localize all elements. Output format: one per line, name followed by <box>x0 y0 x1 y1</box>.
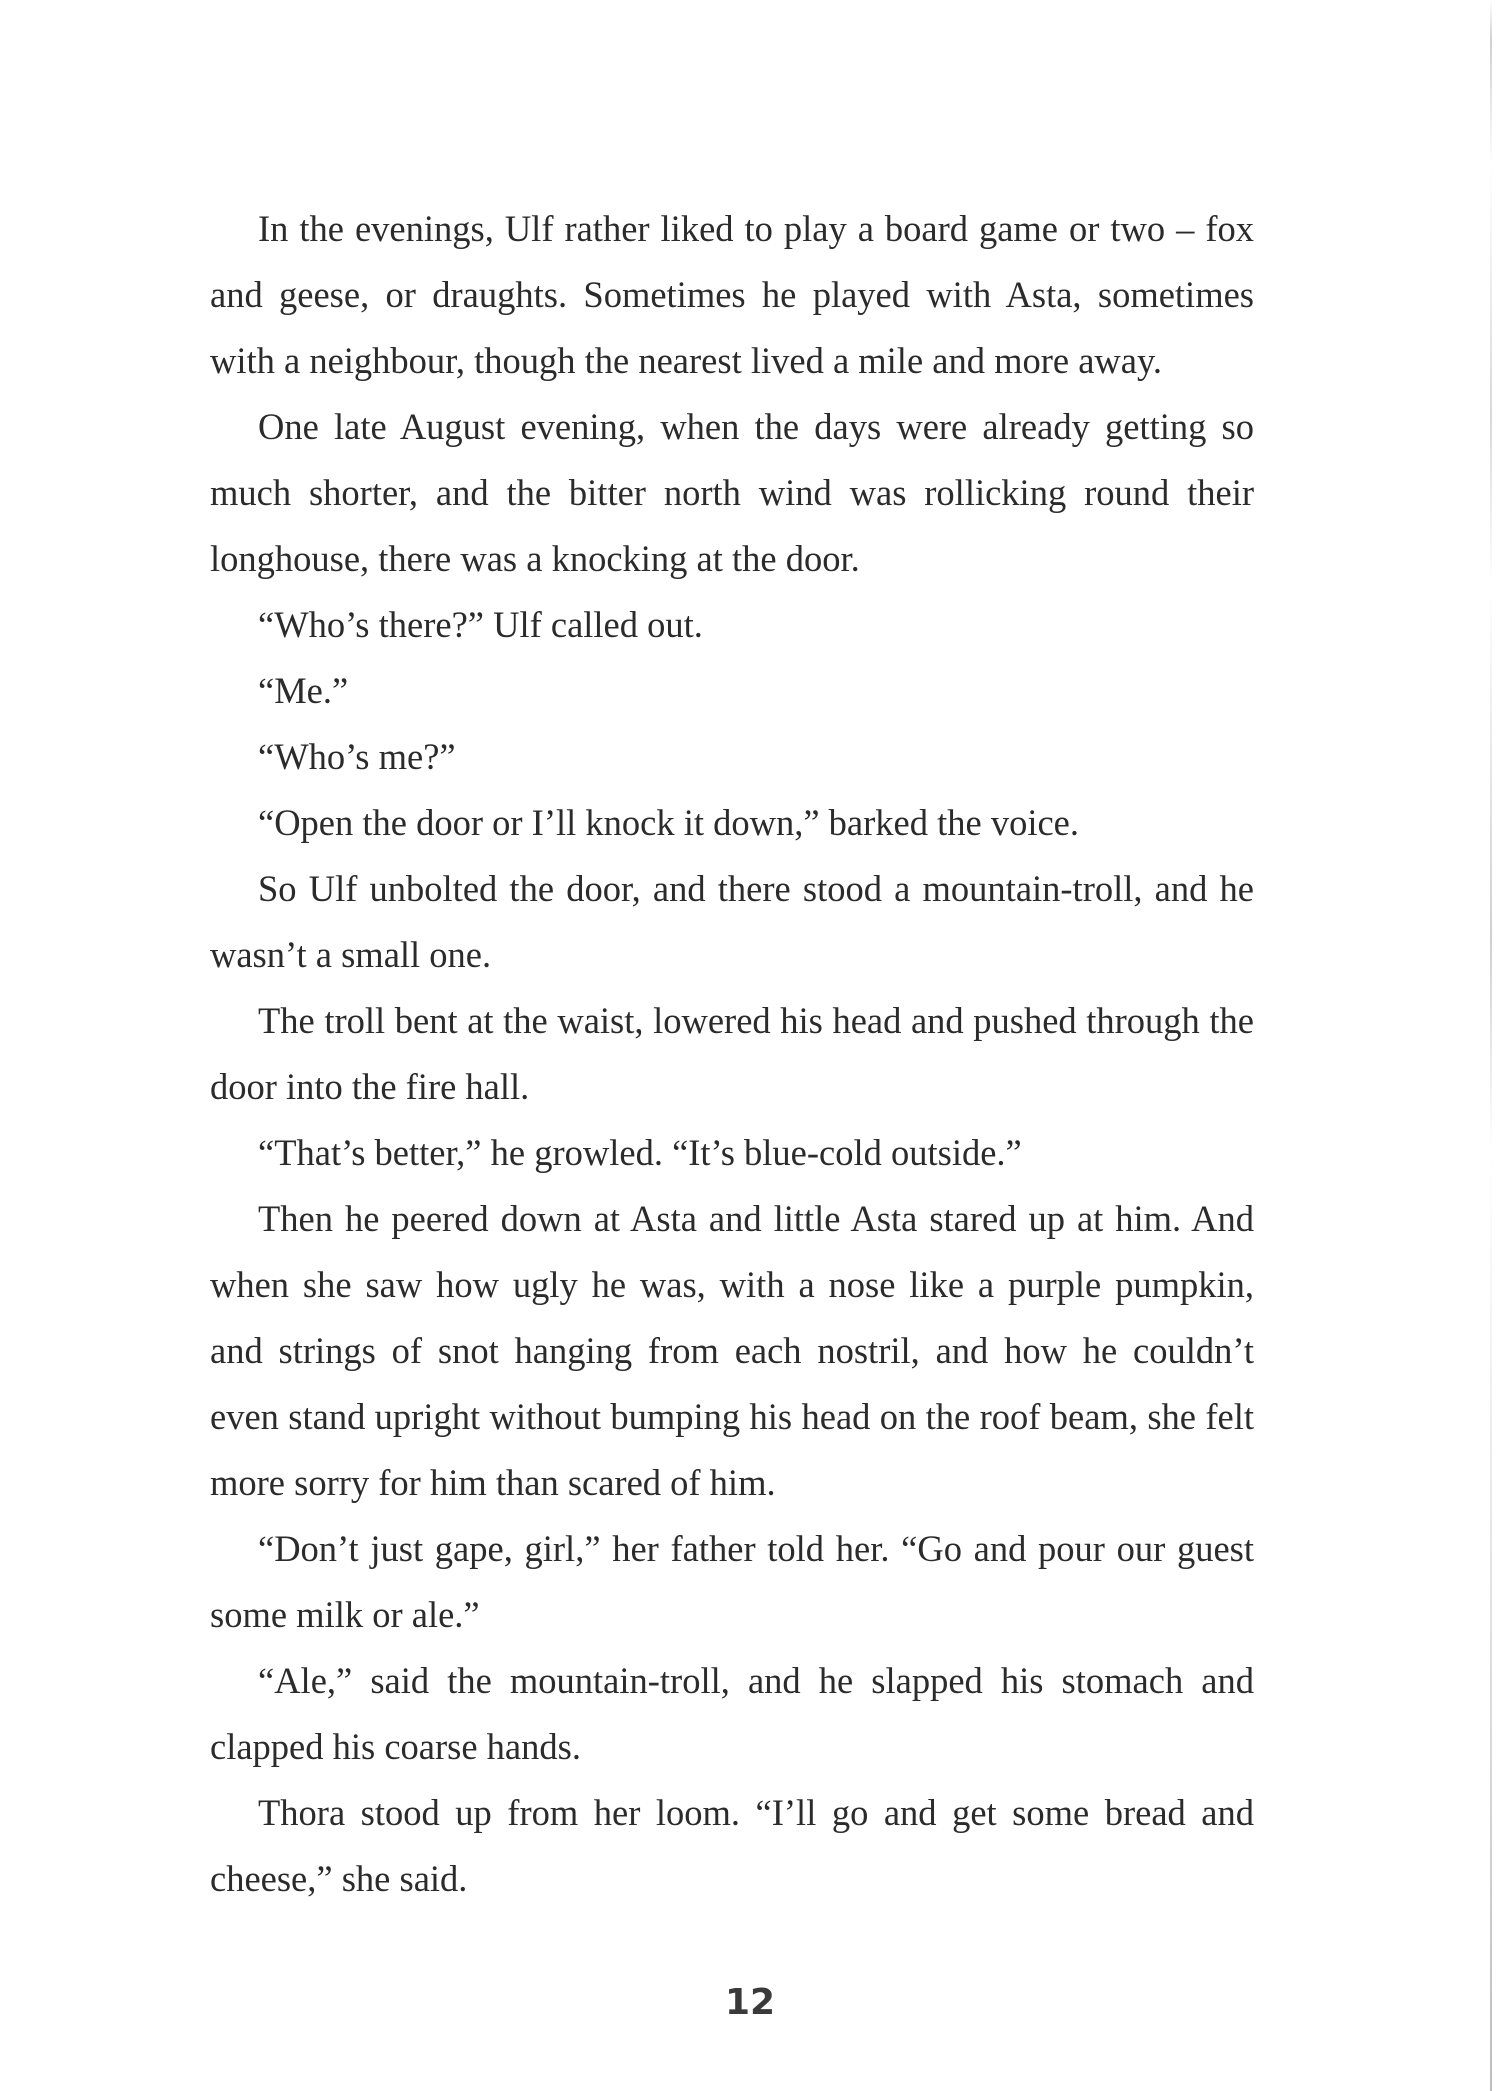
paragraph: “Ale,” said the mountain-troll, and he slapped his stomach and clapped his coarse hands. <box>210 1660 1254 1767</box>
paragraph: “Who’s there?” Ulf called out. <box>258 604 703 645</box>
paragraph: In the evenings, Ulf rather liked to play a board game or two – fox and geese, or draughts. Sometimes he played with Asta, sometimes with a neighbour, though the nearest lived a mile and more away. <box>210 208 1254 381</box>
paragraph: One late August evening, when the days were already getting so much shorter, and the bitter north wind was rollicking round their longhouse, there was a knocking at the door. <box>210 406 1254 579</box>
paragraph: “Open the door or I’ll knock it down,” barked the voice. <box>258 802 1079 843</box>
page-number: 12 <box>724 1982 776 2023</box>
paragraph: So Ulf unbolted the door, and there stood a mountain-troll, and he wasn’t a small one. <box>210 868 1254 975</box>
story-text <box>210 196 1254 1912</box>
paragraph: “Who’s me?” <box>258 736 456 777</box>
paragraph: “That’s better,” he growled. “It’s blue-cold outside.” <box>258 1132 1022 1173</box>
paragraph: Then he peered down at Asta and little Asta stared up at him. And when she saw how ugly he was, with a nose like a purple pumpkin, and strings of snot hanging from each nostril, and how he couldn’t even stand upright without bumping his head on the roof beam, she felt more sorry for him than scared of him. <box>210 1198 1254 1503</box>
paragraph: “Me.” <box>258 670 349 711</box>
paragraph: Thora stood up from her loom. “I’ll go and get some bread and cheese,” she said. <box>210 1792 1254 1899</box>
paragraph: The troll bent at the waist, lowered his head and pushed through the door into the fire hall. <box>210 1000 1254 1107</box>
page-edge <box>1490 0 1492 2091</box>
paragraph: “Don’t just gape, girl,” her father told her. “Go and pour our guest some milk or ale.” <box>210 1528 1254 1635</box>
